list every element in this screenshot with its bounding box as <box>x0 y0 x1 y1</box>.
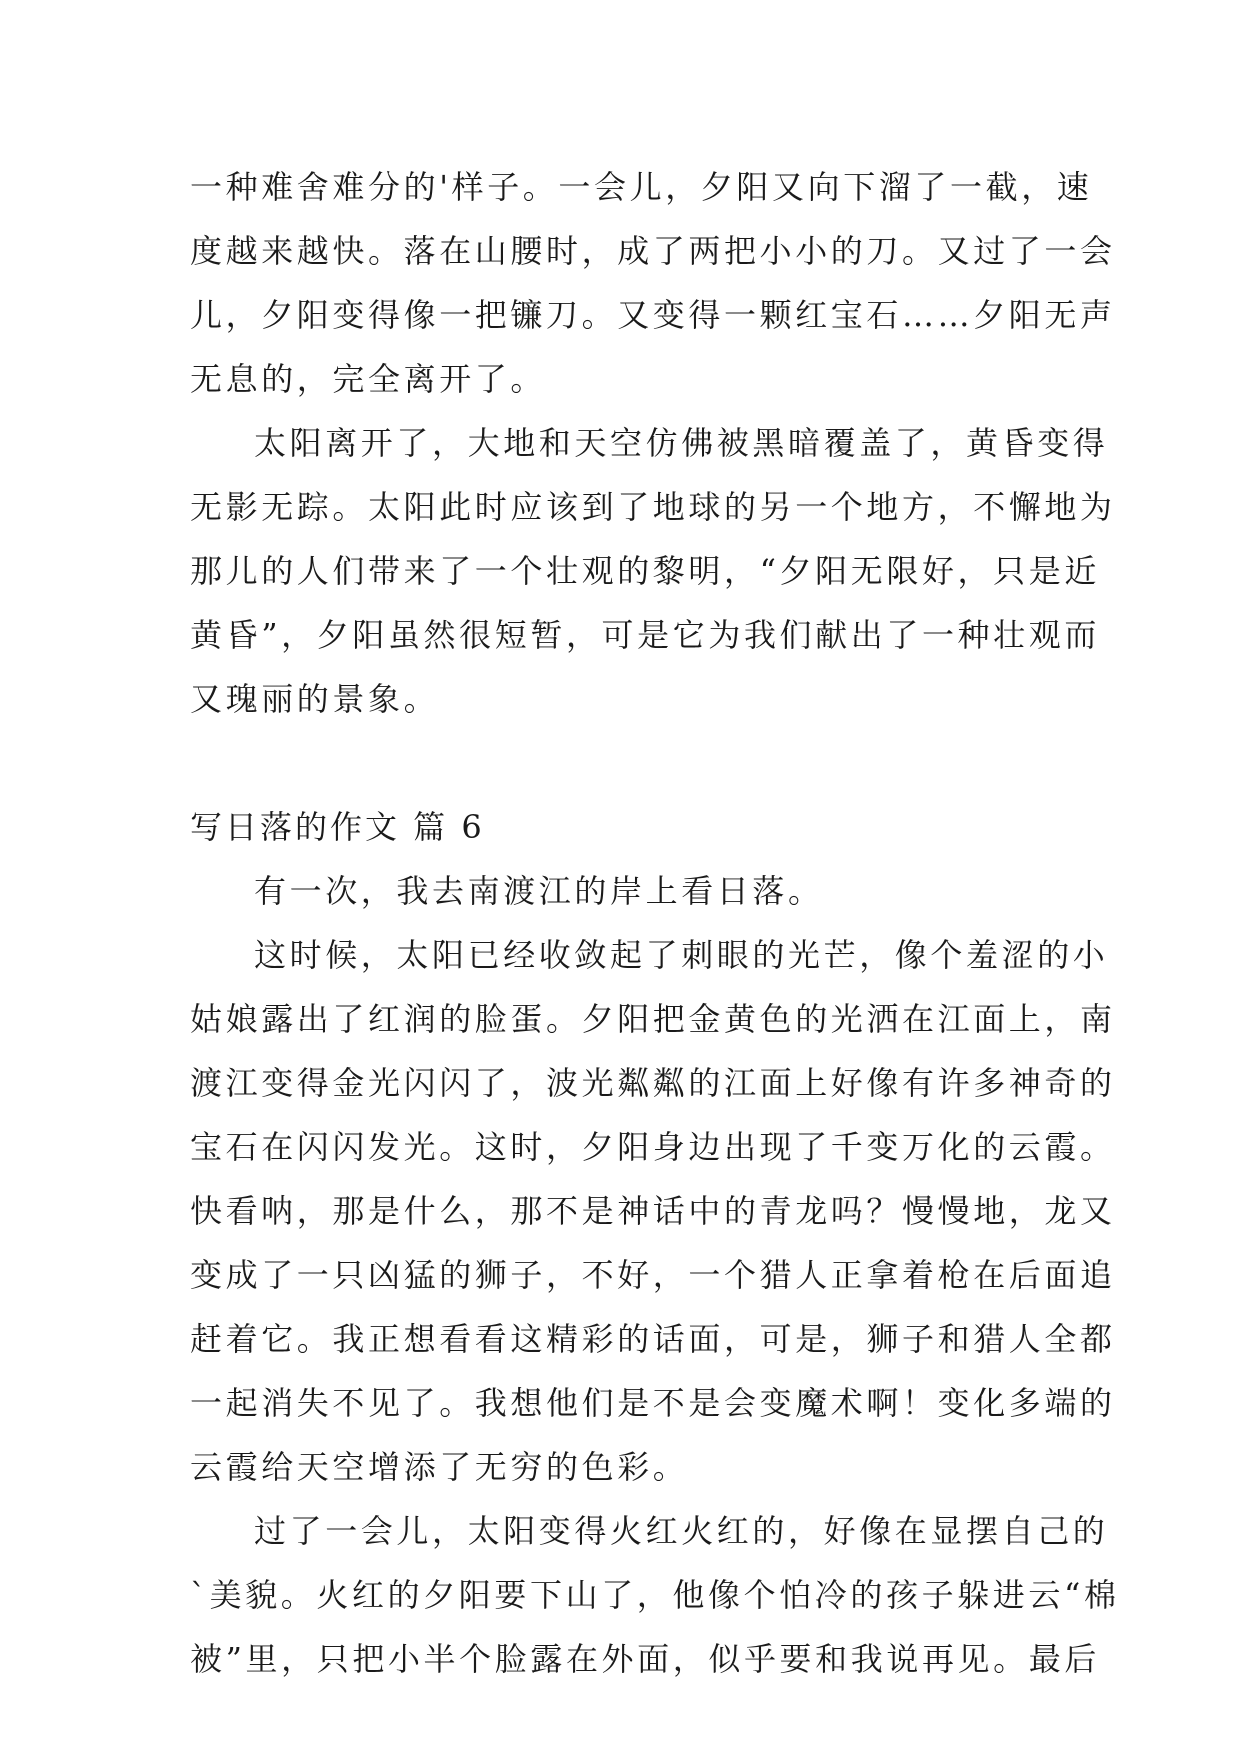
text-line: 度越来越快。落在山腰时，成了两把小小的刀。又过了一会 <box>190 232 1116 270</box>
text-line: 无息的，完全离开了。 <box>190 360 547 398</box>
text-line: 无影无踪。太阳此时应该到了地球的另一个地方，不懈地为 <box>190 488 1116 526</box>
text-line: 一种难舍难分的'样子。一会儿，夕阳又向下溜了一截，速 <box>190 168 1093 206</box>
text-line: 变成了一只凶猛的狮子，不好，一个猎人正拿着枪在后面追 <box>190 1256 1116 1294</box>
text-line: 儿，夕阳变得像一把镰刀。又变得一颗红宝石……夕阳无声 <box>190 296 1116 334</box>
blank-line <box>190 731 1062 795</box>
paragraph-first-line: 太阳离开了，大地和天空仿佛被黑暗覆盖了，黄昏变得 <box>254 424 1109 462</box>
text-line: 那儿的人们带来了一个壮观的黎明，“夕阳无限好，只是近 <box>190 552 1100 590</box>
text-line: 姑娘露出了红润的脸蛋。夕阳把金黄色的光洒在江面上，南 <box>190 1000 1116 1038</box>
text-line: 赶着它。我正想看看这精彩的话面，可是，狮子和猎人全都 <box>190 1320 1116 1358</box>
document-body <box>190 155 1120 1691</box>
text-line: 宝石在闪闪发光。这时，夕阳身边出现了千变万化的云霞。 <box>190 1128 1116 1166</box>
text-line: 云霞给天空增添了无穷的色彩。 <box>190 1448 689 1486</box>
text-line: 渡江变得金光闪闪了，波光粼粼的江面上好像有许多神奇的 <box>190 1064 1116 1102</box>
text-line: 一起消失不见了。我想他们是不是会变魔术啊！变化多端的 <box>190 1384 1116 1422</box>
text-line: 被”里，只把小半个脸露在外面，似乎要和我说再见。最后 <box>190 1640 1100 1678</box>
text-line: 又瑰丽的景象。 <box>190 680 440 718</box>
paragraph-first-line: 这时候，太阳已经收敛起了刺眼的光芒，像个羞涩的小 <box>254 936 1109 974</box>
paragraph-first-line: 过了一会儿，太阳变得火红火红的，好像在显摆自己的 <box>254 1512 1109 1550</box>
section-heading: 写日落的作文 篇 6 <box>190 808 485 846</box>
text-line: `美貌。火红的夕阳要下山了，他像个怕冷的孩子躲进云“棉 <box>190 1576 1120 1614</box>
text-line: 黄昏”，夕阳虽然很短暂，可是它为我们献出了一种壮观而 <box>190 616 1100 654</box>
paragraph-first-line: 有一次，我去南渡江的岸上看日落。 <box>254 872 824 910</box>
text-line: 快看呐，那是什么，那不是神话中的青龙吗？慢慢地，龙又 <box>190 1192 1116 1230</box>
